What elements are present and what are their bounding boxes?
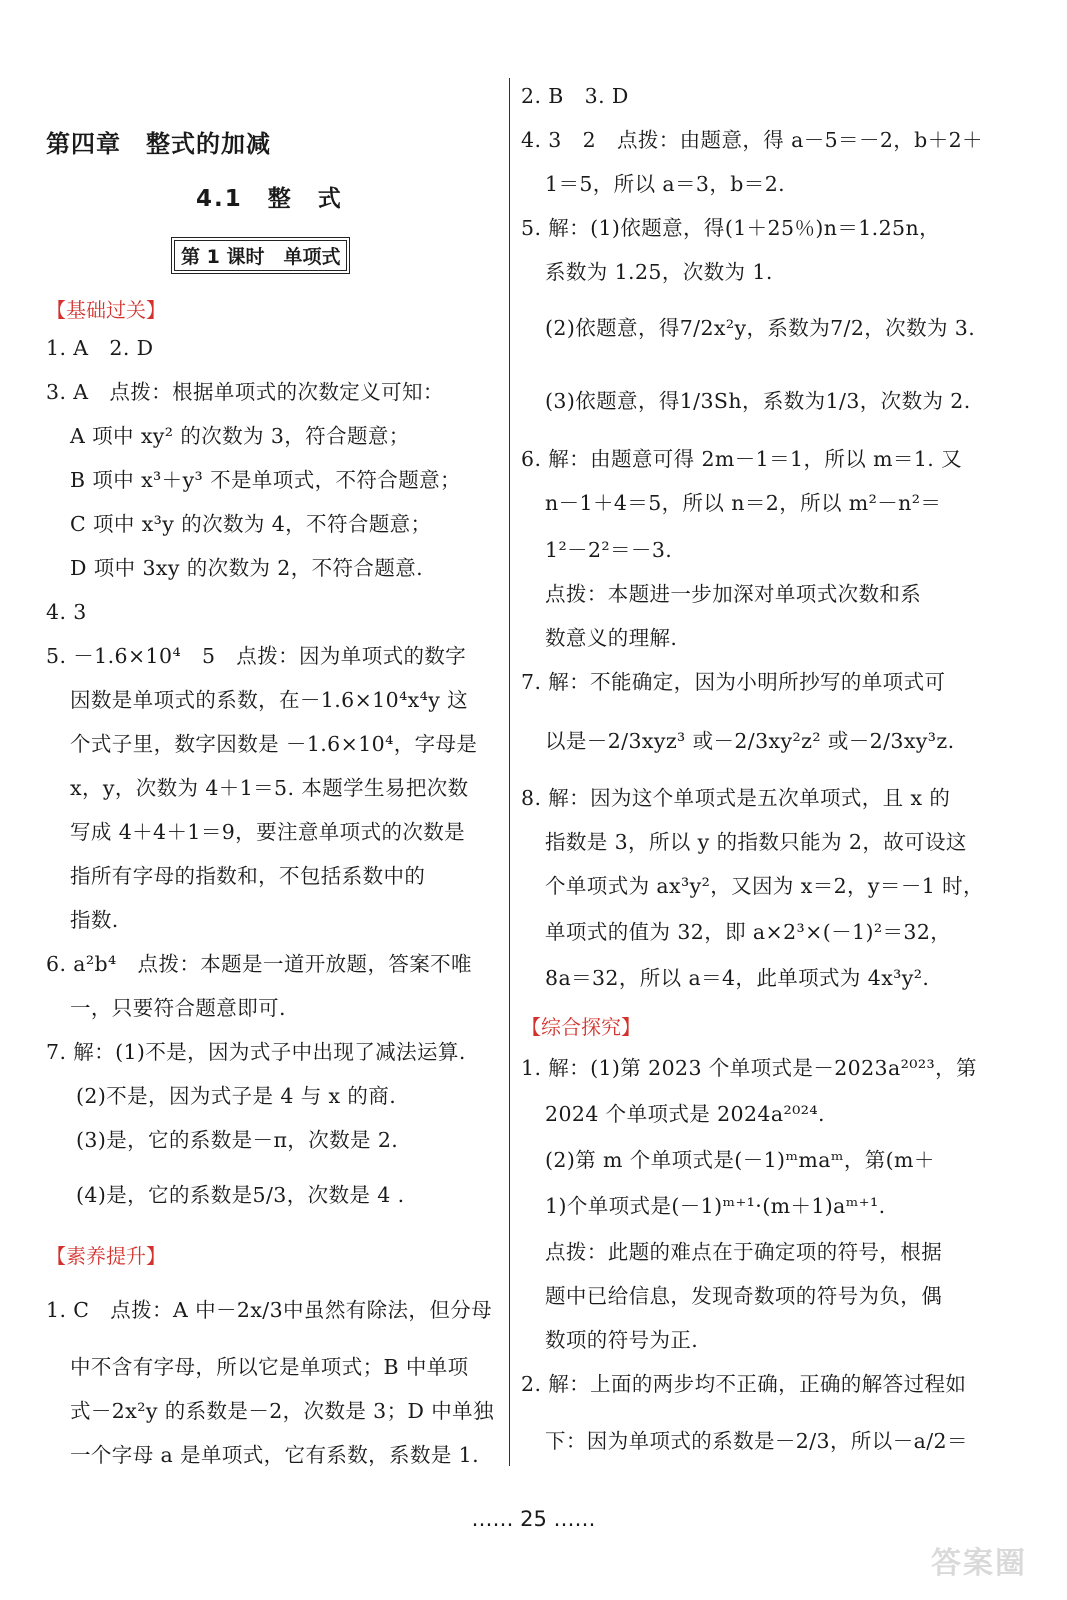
tag-comprehensive: 【综合探究】 [521, 1015, 641, 1039]
answer-line: 指所有字母的指数和，不包括系数中的 [70, 864, 426, 888]
tag-basic: 【基础过关】 [46, 298, 166, 322]
answer-line: 系数为 1.25，次数为 1. [545, 260, 773, 284]
answer-line: 一，只要符合题意即可. [70, 996, 286, 1020]
lesson-title: 第 1 课时 单项式 [174, 240, 347, 271]
answer-line: 1. 解：(1)第 2023 个单项式是－2023a²⁰²³，第 [521, 1056, 977, 1080]
answer-line: 指数. [70, 908, 119, 932]
answer-line: 5. 解：(1)依题意，得(1＋25％)n＝1.25n， [521, 216, 940, 240]
answer-line: 一个字母 a 是单项式，它有系数，系数是 1. [70, 1443, 480, 1467]
answer-line: 个式子里，数字因数是 －1.6×10⁴，字母是 [70, 732, 478, 756]
answer-line: 式－2x²y 的系数是－2，次数是 3；D 中单独 [70, 1399, 494, 1423]
answer-line: 单项式的值为 32，即 a×2³×(－1)²＝32， [545, 920, 952, 944]
watermark-logo: 答案圈 [931, 1546, 1027, 1581]
answer-line: 指数是 3，所以 y 的指数只能为 2，故可设这 [545, 830, 967, 854]
answer-line: (2)依题意，得7/2x²y，系数为7/2，次数为 3. [545, 316, 976, 340]
column-divider [509, 78, 510, 1466]
answer-line: 点拨：此题的难点在于确定项的符号，根据 [545, 1240, 943, 1264]
answer-line: 下：因为单项式的系数是－2/3，所以－a/2＝ [545, 1429, 968, 1453]
answer-line: 1)个单项式是(－1)ᵐ⁺¹·(m＋1)aᵐ⁺¹. [545, 1194, 886, 1218]
answer-line: 2. B 3. D [521, 84, 629, 108]
answer-line: (3)依题意，得1/3Sh，系数为1/3，次数为 2. [545, 389, 971, 413]
answer-line: 中不含有字母，所以它是单项式；B 中单项 [70, 1355, 469, 1379]
answer-line: 7. 解：(1)不是，因为式子中出现了减法运算. [46, 1040, 466, 1064]
answer-line: 2. 解：上面的两步均不正确，正确的解答过程如 [521, 1372, 967, 1396]
answer-line: 数意义的理解. [545, 626, 678, 650]
tag-literacy: 【素养提升】 [46, 1244, 166, 1268]
answer-line: 1. A 2. D [46, 336, 154, 360]
page-number: …… 25 …… [471, 1507, 596, 1531]
answer-line: 8a＝32，所以 a＝4，此单项式为 4x³y². [545, 966, 930, 990]
answer-line: 6. 解：由题意可得 2m－1＝1，所以 m＝1. 又 [521, 447, 962, 471]
answer-line: 2024 个单项式是 2024a²⁰²⁴. [545, 1102, 825, 1126]
answer-line: x，y，次数为 4＋1＝5. 本题学生易把次数 [70, 776, 469, 800]
answer-line: 5. －1.6×10⁴ 5 点拨：因为单项式的数字 [46, 644, 467, 668]
answer-line: 6. a²b⁴ 点拨：本题是一道开放题，答案不唯 [46, 952, 472, 976]
answer-line: 1＝5，所以 a＝3，b＝2. [545, 172, 786, 196]
answer-line: (2)不是，因为式子是 4 与 x 的商. [76, 1084, 397, 1108]
answer-line: B 项中 x³＋y³ 不是单项式，不符合题意； [70, 468, 461, 492]
answer-line: 3. A 点拨：根据单项式的次数定义可知： [46, 380, 444, 404]
answer-line: (4)是，它的系数是5/3，次数是 4 . [76, 1183, 405, 1207]
answer-line: 1. C 点拨：A 中－2x/3中虽然有除法，但分母 [46, 1298, 493, 1322]
answer-line: 4. 3 2 点拨：由题意，得 a－5＝－2，b＋2＋ [521, 128, 983, 152]
answer-line: 以是－2/3xyz³ 或－2/3xy²z² 或－2/3xy³z. [545, 729, 955, 753]
section-title: 4.1 整 式 [196, 186, 343, 212]
answer-line: 4. 3 [46, 600, 87, 624]
answer-line: 题中已给信息，发现奇数项的符号为负，偶 [545, 1284, 943, 1308]
answer-line: D 项中 3xy 的次数为 2，不符合题意. [70, 556, 424, 580]
answer-line: n－1＋4＝5，所以 n＝2，所以 m²－n²＝ [545, 491, 942, 515]
answer-line: 1²－2²＝－3. [545, 538, 673, 562]
answer-line: 7. 解：不能确定，因为小明所抄写的单项式可 [521, 670, 946, 694]
answer-line: 点拨：本题进一步加深对单项式次数和系 [545, 582, 922, 606]
answer-line: 因数是单项式的系数，在－1.6×10⁴x⁴y 这 [70, 688, 469, 712]
answer-line: (2)第 m 个单项式是(－1)ᵐmaᵐ，第(m＋ [545, 1148, 935, 1172]
answer-line: 8. 解：因为这个单项式是五次单项式，且 x 的 [521, 786, 951, 810]
answer-line: 个单项式为 ax³y²，又因为 x＝2，y＝－1 时， [545, 874, 984, 898]
answer-line: (3)是，它的系数是－π，次数是 2. [76, 1128, 399, 1152]
answer-line: C 项中 x³y 的次数为 4，不符合题意； [70, 512, 432, 536]
chapter-title: 第四章 整式的加减 [46, 130, 271, 158]
answer-line: 数项的符号为正. [545, 1328, 699, 1352]
answer-line: 写成 4＋4＋1＝9，要注意单项式的次数是 [70, 820, 466, 844]
answer-line: A 项中 xy² 的次数为 3，符合题意； [70, 424, 410, 448]
